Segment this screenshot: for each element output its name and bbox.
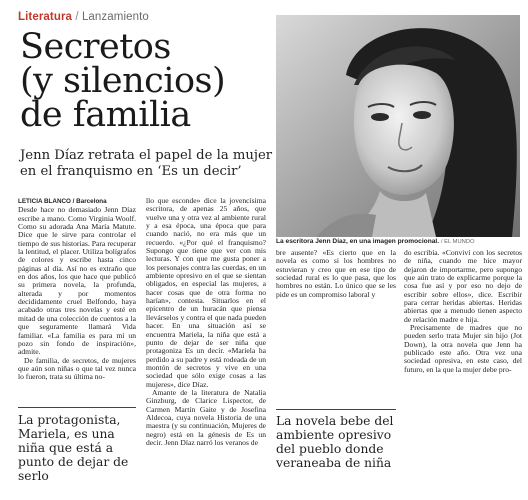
byline: LETICIA BLANCO / Barcelona (18, 198, 107, 205)
paragraph: do escribía. «Conviví con los secretos de niña, cuando me hice mayor dejaron de importarme, pero supongo que aún trato de explicarme porque la cosa fue así y por eso no dejo de escribir sobre ellos», dice. Escribir para cerrar heridas abiertas. Heridas abiertas que a menudo tienen aspecto de relación madre e hija. (404, 249, 522, 324)
deck-subtitle: Jenn Díaz retrata el papel de la mujer en el franquismo en ‘Es un decir’ (20, 148, 273, 179)
headline-line-1: Secretos (20, 27, 171, 67)
article-column-2 (146, 197, 266, 482)
photo-caption-text: La escritora Jenn Díaz, en una imagen promocional. (276, 238, 440, 245)
section-category[interactable]: Literatura (18, 11, 73, 23)
paragraph: De familia, de secretos, de mujeres que aún son niñas o que tal vez nunca lo fueron, trata su última no- (18, 355, 136, 382)
pull-quote-1: La protagonista, Mariela, es una niña que está a punto de dejar de serlo (18, 413, 129, 483)
author-photo (276, 15, 520, 237)
section-separator: / (75, 11, 79, 23)
headline-line-3: de familia (20, 95, 191, 135)
article-column-4 (404, 249, 522, 479)
headline-line-2: (y silencios) (20, 61, 226, 101)
article-column-3 (276, 249, 396, 409)
divider (18, 407, 136, 408)
paragraph: Amante de la literatura de Natalia Ginzburg, de Clarice Lispector, de Carmen Martín Gaite y de Josefina Aldecoa, cuya novela Historia de una maestra (y su continuación, Mujeres de negro) está en la génesis de Es un decir. Jenn Díaz narró los veranos de (146, 387, 266, 447)
section-subcategory[interactable]: Lanzamiento (81, 11, 149, 23)
paragraph: bre ausente? «Es cierto que en la novela es como si los hombres no estuvieran y creo que en ese tipo de sociedad rural es lo que pasa, que los hombres no están. Lo único que se les pide es un compromiso laboral y (276, 249, 396, 299)
section-header (18, 11, 149, 23)
paragraph: llo que esconde» dice la jovencísima escritora, de apenas 25 años, que vuelve una y otra vez al ambiente rural y a esa época, una época que para cuando nació, no era más que un recuerdo. «¿Por qué el franquismo? Supongo que tiene que ver con mis lecturas. Y con que me gusta poner a los personajes contra las cuerdas, en un ambiente opresivo en el que se sientan obligados, en especial las mujeres, a hacer cosas que de otra forma no harían», contesta. Situarlos en el epicentro de un huracán que piensa llevárselos y contra el que nada pueden hacer. En una situación así se encuentra Mariela, la niña que está a punto de dejar de ser niña que protagoniza Es un decir. «Mariela ha perdido a su padre y está rodeada de un montón de secretos y vive en una sociedad que sólo exige cosas a las mujeres», dice Díaz. (146, 197, 266, 389)
headline (20, 27, 280, 135)
pull-quote-2: La novela bebe del ambiente opresivo del pueblo donde veraneaba de niña (276, 414, 394, 470)
paragraph: Desde hace no demasiado Jenn Díaz escribe a mano. Como Virginia Woolf. Como su adorada Ana María Matute. Dice que le sirve para controlar el tiempo de sus historias. Para recuperar la lentitud, el placer. Utiliza bolígrafos de colores y escribe hasta cinco páginas al día. Así no es extraño que en dos años, los que hace que publicó su primera novela, la profunda, alterada y por momentos decididamente cruel Belfondo, haya acabado otras tres novelas y esté en mitad de una colección de cuentos a la que seguramente llamará Vida familiar. «La familia es para mí un pozo sin fondo de inspiración», admite. (18, 205, 136, 357)
divider (276, 409, 396, 410)
paragraph: Precisamente de madres que no pueden serlo trata Mujer sin hijo (Jot Down), la otra novela que Jenn ha publicado este año. Otra vez una sociedad opresiva, en este caso, del futuro, en la que la mujer debe pro- (404, 323, 522, 374)
photo-credit: / EL MUNDO (440, 239, 475, 245)
photo-caption (276, 237, 522, 247)
